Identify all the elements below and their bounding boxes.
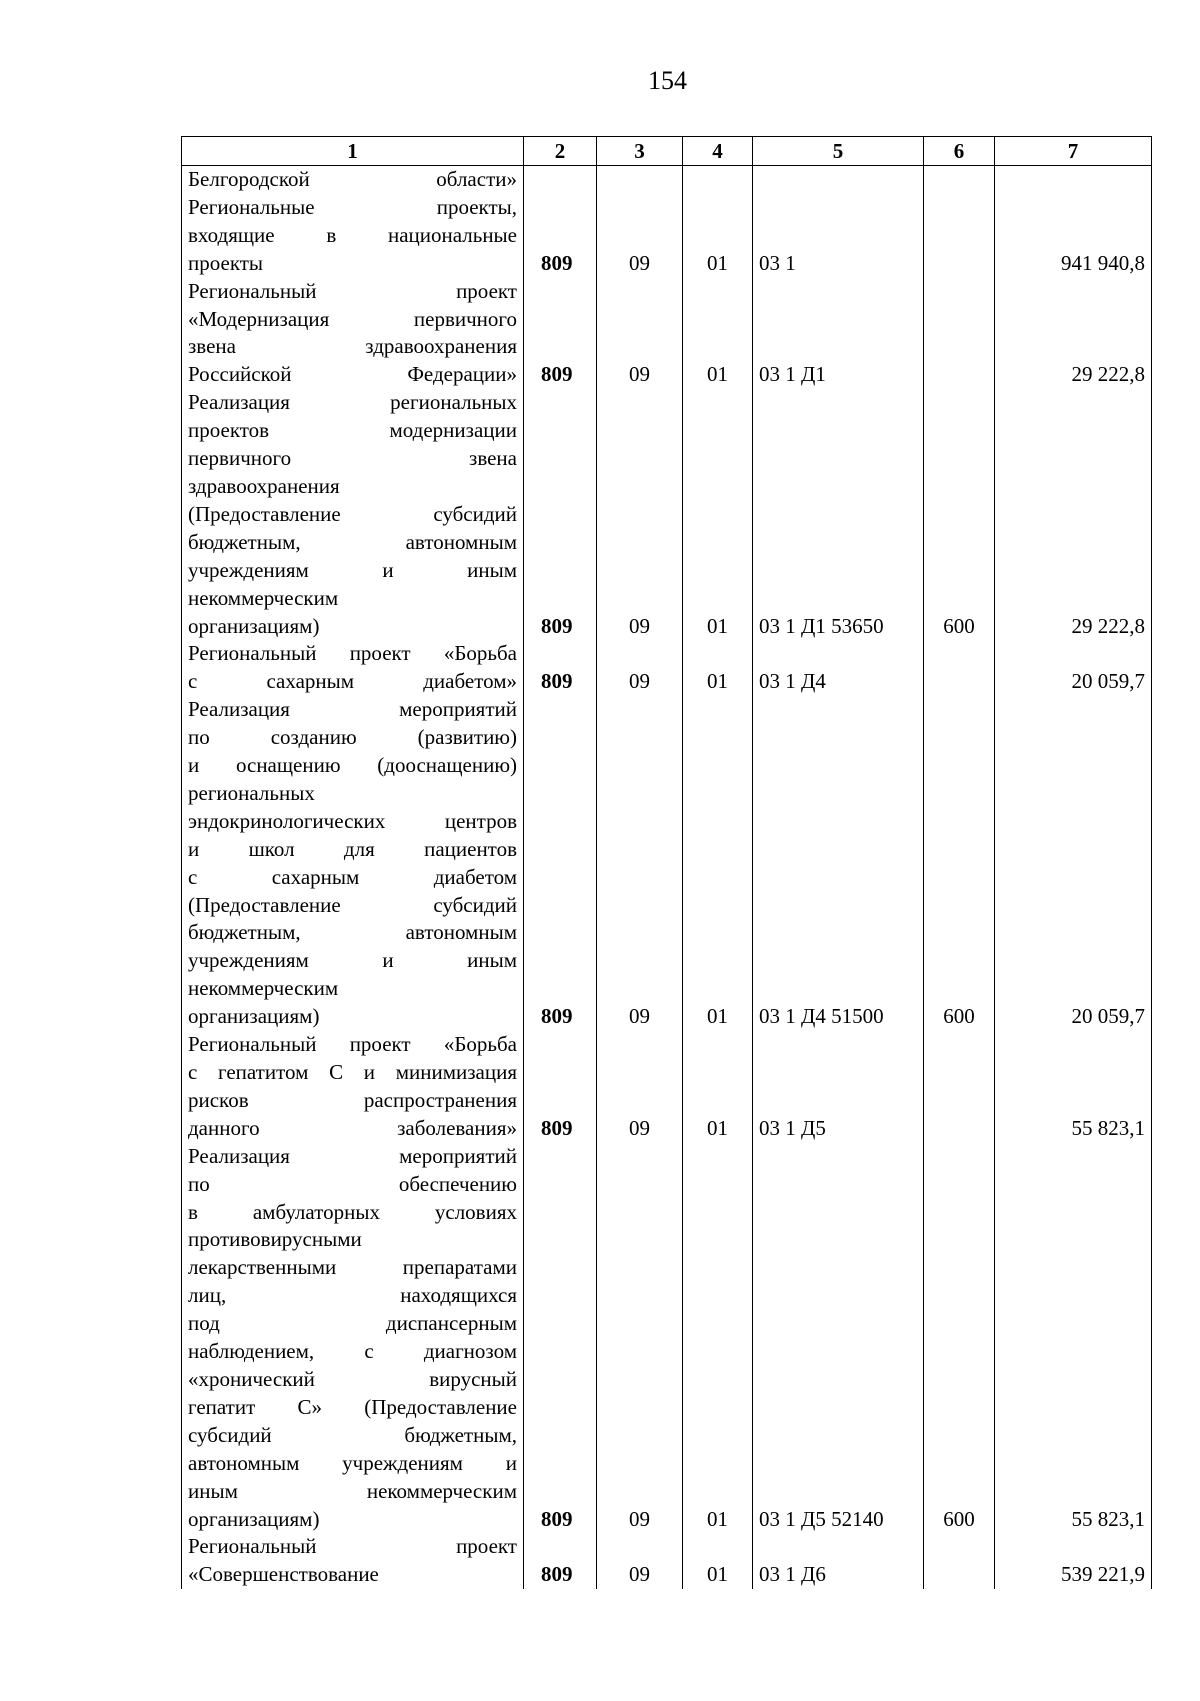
cell-col-4: 01 <box>683 1031 753 1143</box>
table-row <box>182 1533 1152 1589</box>
header-row <box>182 137 1152 166</box>
description-line: региональных <box>188 780 315 805</box>
description-line: эндокринологических центров <box>188 808 517 833</box>
cell-col-5: 03 1 <box>753 194 924 278</box>
row-description <box>182 696 524 1031</box>
table-row <box>182 389 1152 640</box>
row-description <box>182 278 524 390</box>
cell-col-6 <box>924 194 995 278</box>
description-line: организациям) <box>188 1004 320 1029</box>
row-description <box>182 1031 524 1143</box>
table-row <box>182 640 1152 696</box>
description-line: бюджетным, автономным <box>188 920 517 945</box>
description-line: и оснащению (дооснащению) <box>188 753 517 778</box>
cell-col-6 <box>924 166 995 194</box>
description-line: субсидий бюджетным, <box>188 1422 517 1447</box>
cell-col-5: 03 1 Д4 51500 <box>753 696 924 1031</box>
cell-col-6 <box>924 640 995 696</box>
cell-col-4: 01 <box>683 1533 753 1589</box>
header-col-6: 6 <box>924 137 995 166</box>
cell-col-4: 01 <box>683 389 753 640</box>
cell-col-4: 01 <box>683 1143 753 1534</box>
description-line: наблюдением, с диагнозом <box>188 1339 517 1364</box>
header-col-7: 7 <box>995 137 1152 166</box>
header-col-2: 2 <box>524 137 597 166</box>
description-line: некоммерческим <box>188 976 339 1001</box>
row-description <box>182 166 524 194</box>
cell-col-6 <box>924 1031 995 1143</box>
cell-col-7: 20 059,7 <box>995 640 1152 696</box>
row-description <box>182 194 524 278</box>
description-line: Реализация региональных <box>188 390 517 415</box>
cell-col-7: 941 940,8 <box>995 194 1152 278</box>
description-line: проекты <box>188 250 264 275</box>
description-line: в амбулаторных условиях <box>188 1199 517 1224</box>
table-header <box>182 137 1152 166</box>
description-line: Региональный проект «Борьба <box>188 641 517 666</box>
cell-col-5: 03 1 Д5 <box>753 1031 924 1143</box>
cell-col-6: 600 <box>924 1143 995 1534</box>
description-line: по обеспечению <box>188 1171 517 1196</box>
description-line: звена здравоохранения <box>188 334 517 359</box>
cell-col-4: 01 <box>683 278 753 390</box>
description-line: лиц, находящихся <box>188 1283 517 1308</box>
cell-col-7: 29 222,8 <box>995 278 1152 390</box>
table-body <box>182 166 1152 1590</box>
description-line: Региональный проект <box>188 278 517 303</box>
cell-col-7 <box>995 166 1152 194</box>
description-line: бюджетным, автономным <box>188 529 517 554</box>
cell-col-5: 03 1 Д6 <box>753 1533 924 1589</box>
description-line: Реализация мероприятий <box>188 697 517 722</box>
cell-col-3: 09 <box>597 696 683 1031</box>
cell-col-2: 809 <box>524 194 597 278</box>
cell-col-5: 03 1 Д1 <box>753 278 924 390</box>
row-description <box>182 389 524 640</box>
cell-col-6 <box>924 278 995 390</box>
description-line: «Модернизация первичного <box>188 306 517 331</box>
budget-table <box>181 136 1152 1589</box>
description-line: лекарственными препаратами <box>188 1255 517 1280</box>
description-line: первичного звена <box>188 446 517 471</box>
cell-col-3: 09 <box>597 1031 683 1143</box>
row-description <box>182 1533 524 1589</box>
cell-col-3: 09 <box>597 278 683 390</box>
cell-col-3: 09 <box>597 1143 683 1534</box>
description-line: Реализация мероприятий <box>188 1143 517 1168</box>
header-col-1: 1 <box>182 137 524 166</box>
page-number-text: 154 <box>648 66 687 95</box>
description-line: учреждениям и иным <box>188 557 517 582</box>
cell-col-7: 539 221,9 <box>995 1533 1152 1589</box>
cell-col-2: 809 <box>524 1031 597 1143</box>
description-line: «хронический вирусный <box>188 1366 517 1391</box>
table-row <box>182 1031 1152 1143</box>
cell-col-2: 809 <box>524 278 597 390</box>
header-col-4: 4 <box>683 137 753 166</box>
cell-col-3: 09 <box>597 194 683 278</box>
description-line: Белгородской области» <box>188 167 517 191</box>
cell-col-5 <box>753 166 924 194</box>
cell-col-2: 809 <box>524 1143 597 1534</box>
cell-col-4 <box>683 166 753 194</box>
cell-col-3: 09 <box>597 1533 683 1589</box>
cell-col-5: 03 1 Д4 <box>753 640 924 696</box>
description-line: и школ для пациентов <box>188 836 517 861</box>
table-row <box>182 166 1152 194</box>
description-line: некоммерческим <box>188 585 339 610</box>
description-line: под диспансерным <box>188 1311 517 1336</box>
description-line: проектов модернизации <box>188 418 517 443</box>
description-line: с сахарным диабетом <box>188 864 517 889</box>
cell-col-5: 03 1 Д1 53650 <box>753 389 924 640</box>
cell-col-7: 20 059,7 <box>995 696 1152 1031</box>
description-line: учреждениям и иным <box>188 948 517 973</box>
cell-col-4: 01 <box>683 194 753 278</box>
cell-col-3 <box>597 166 683 194</box>
cell-col-7: 55 823,1 <box>995 1143 1152 1534</box>
page-number <box>0 66 1200 96</box>
cell-col-4: 01 <box>683 696 753 1031</box>
cell-col-4: 01 <box>683 640 753 696</box>
header-col-5: 5 <box>753 137 924 166</box>
table-row <box>182 194 1152 278</box>
description-line: рисков распространения <box>188 1087 517 1112</box>
cell-col-3: 09 <box>597 640 683 696</box>
description-line: «Совершенствование <box>188 1562 379 1587</box>
table-row <box>182 696 1152 1031</box>
description-line: здравоохранения <box>188 473 340 498</box>
cell-col-6 <box>924 1533 995 1589</box>
row-description <box>182 1143 524 1534</box>
cell-col-2: 809 <box>524 696 597 1031</box>
description-line: организациям) <box>188 1506 320 1531</box>
description-line: Региональный проект <box>188 1534 517 1559</box>
cell-col-2: 809 <box>524 640 597 696</box>
description-line: входящие в национальные <box>188 222 517 247</box>
description-line: противовирусными <box>188 1227 362 1252</box>
table-row <box>182 1143 1152 1534</box>
description-line: (Предоставление субсидий <box>188 892 517 917</box>
cell-col-2: 809 <box>524 389 597 640</box>
cell-col-6: 600 <box>924 389 995 640</box>
header-col-3: 3 <box>597 137 683 166</box>
cell-col-7: 55 823,1 <box>995 1031 1152 1143</box>
description-line: иным некоммерческим <box>188 1478 517 1503</box>
cell-col-6: 600 <box>924 696 995 1031</box>
cell-col-3: 09 <box>597 389 683 640</box>
cell-col-2 <box>524 166 597 194</box>
description-line: гепатит С» (Предоставление <box>188 1394 517 1419</box>
description-line: с гепатитом С и минимизация <box>188 1060 517 1084</box>
cell-col-5: 03 1 Д5 52140 <box>753 1143 924 1534</box>
description-line: по созданию (развитию) <box>188 725 517 750</box>
description-line: Российской Федерации» <box>188 362 517 387</box>
table-row <box>182 278 1152 390</box>
description-line: данного заболевания» <box>188 1115 517 1140</box>
description-line: с сахарным диабетом» <box>188 669 517 694</box>
description-line: Региональные проекты, <box>188 194 517 219</box>
row-description <box>182 640 524 696</box>
description-line: организациям) <box>188 613 320 638</box>
description-line: Региональный проект «Борьба <box>188 1032 517 1057</box>
description-line: автономным учреждениям и <box>188 1450 517 1475</box>
cell-col-7: 29 222,8 <box>995 389 1152 640</box>
description-line: (Предоставление субсидий <box>188 501 517 526</box>
cell-col-2: 809 <box>524 1533 597 1589</box>
